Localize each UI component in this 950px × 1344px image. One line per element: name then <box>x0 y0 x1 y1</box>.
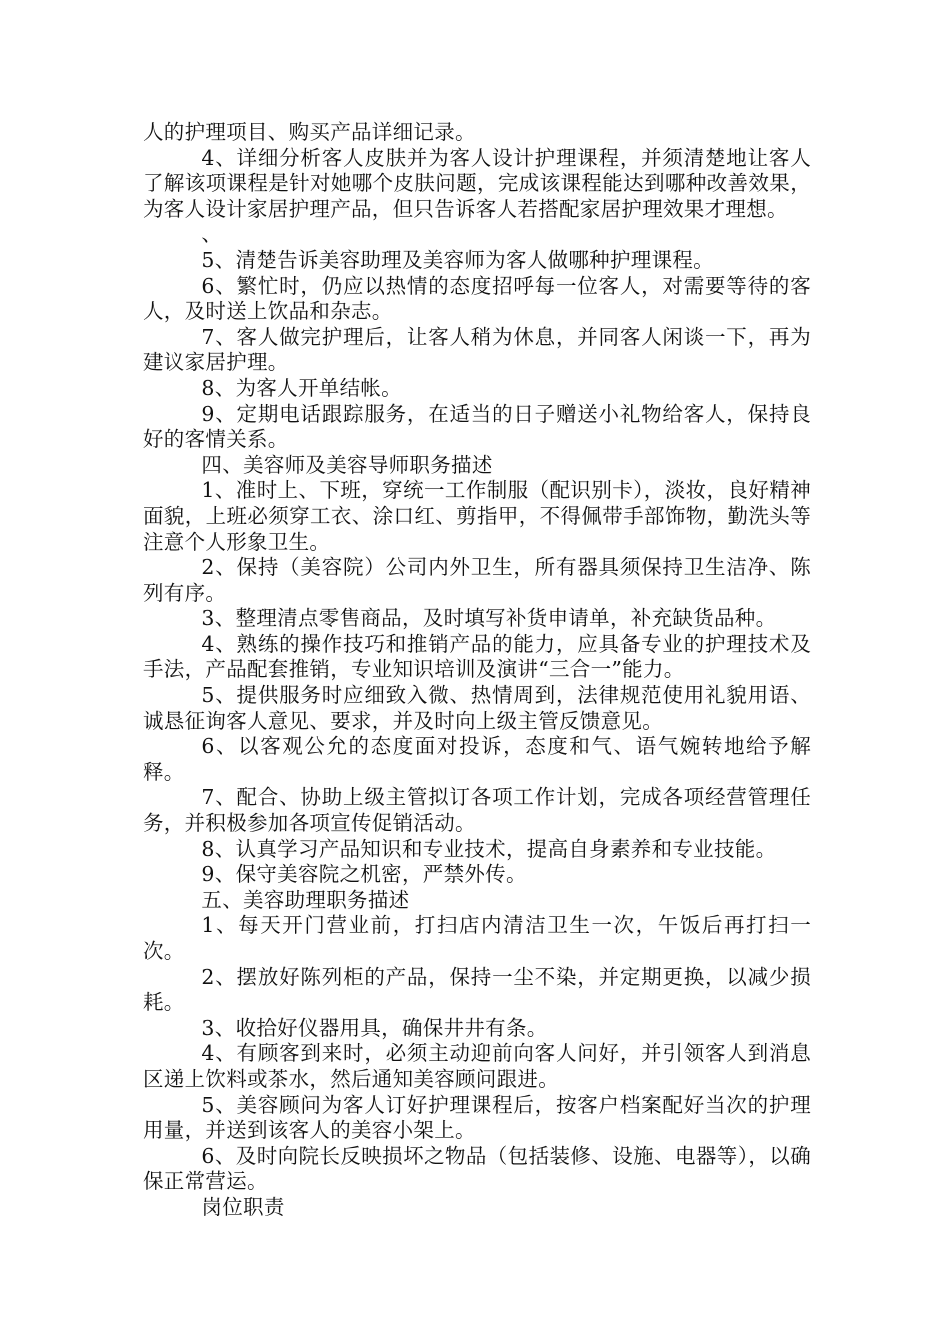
paragraph: 8、认真学习产品知识和专业技术，提高自身素养和专业技能。 <box>201 836 777 861</box>
paragraph: 5、美容顾问为客人订好护理课程后，按客户档案配好当次的护理用量，并送到该客人的美容小架上。 <box>143 1092 811 1143</box>
paragraph: 8、为客人开单结帐。 <box>201 375 402 400</box>
paragraph: 6、繁忙时，仍应以热情的态度招呼每一位客人，对需要等待的客人，及时送上饮品和杂志。 <box>143 273 811 324</box>
document-body <box>143 120 811 1221</box>
paragraph: 9、保守美容院之机密，严禁外传。 <box>201 862 527 887</box>
paragraph: 3、整理清点零售商品，及时填写补货申请单，补充缺货品种。 <box>201 606 777 631</box>
section-heading: 四、美容师及美容导师职务描述 <box>201 452 493 477</box>
paragraph: 1、每天开门营业前，打扫店内清洁卫生一次，午饭后再打扫一次。 <box>143 913 811 963</box>
paragraph: 6、及时向院长反映损坏之物品（包括装修、设施、电器等），以确保正常营运。 <box>143 1143 811 1194</box>
paragraph: 4、有顾客到来时，必须主动迎前向客人问好，并引领客人到消息区递上饮料或茶水，然后通知美容顾问跟进。 <box>143 1041 811 1091</box>
paragraph: 2、摆放好陈列柜的产品，保持一尘不染，并定期更换，以减少损耗。 <box>143 964 811 1015</box>
paragraph: 4、熟练的操作技巧和推销产品的能力，应具备专业的护理技术及手法，产品配套推销，专业知识培训及演讲“三合一”能力。 <box>143 631 811 682</box>
paragraph: 7、客人做完护理后，让客人稍为休息，并同客人闲谈一下，再为建议家居护理。 <box>143 324 811 375</box>
paragraph: 4、详细分析客人皮肤并为客人设计护理课程，并须清楚地让客人了解该项课程是针对她哪个皮肤问题，完成该课程能达到哪种改善效果，为客人设计家居护理产品，但只告诉客人若搭配家居护理效果才理想。 <box>143 145 811 221</box>
paragraph: 6、以客观公允的态度面对投诉，态度和气、语气婉转地给予解释。 <box>143 734 811 784</box>
paragraph: 7、配合、协助上级主管拟订各项工作计划，完成各项经营管理任务，并积极参加各项宣传促销活动。 <box>143 785 811 836</box>
paragraph: 人的护理项目、购买产品详细记录。 <box>143 120 476 144</box>
paragraph: 2、保持（美容院）公司内外卫生，所有器具须保持卫生洁净、陈列有序。 <box>143 555 811 605</box>
paragraph: 5、提供服务时应细致入微、热情周到，法律规范使用礼貌用语、诚恳征询客人意见、要求，并及时向上级主管反馈意见。 <box>143 683 811 733</box>
paragraph: 1、准时上、下班，穿统一工作制服（配识别卡），淡妆，良好精神面貌，上班必须穿工衣、涂口红、剪指甲，不得佩带手部饰物，勤洗头等注意个人形象卫生。 <box>143 478 811 554</box>
paragraph: 5、清楚告诉美容助理及美容师为客人做哪种护理课程。 <box>201 247 714 272</box>
paragraph: 、 <box>201 222 223 247</box>
paragraph: 3、收拾好仪器用具，确保井井有条。 <box>201 1015 548 1040</box>
section-heading: 岗位职责 <box>201 1194 285 1219</box>
paragraph: 9、定期电话跟踪服务，在适当的日子赠送小礼物给客人，保持良好的客情关系。 <box>143 401 811 452</box>
section-heading: 五、美容助理职务描述 <box>201 887 410 912</box>
